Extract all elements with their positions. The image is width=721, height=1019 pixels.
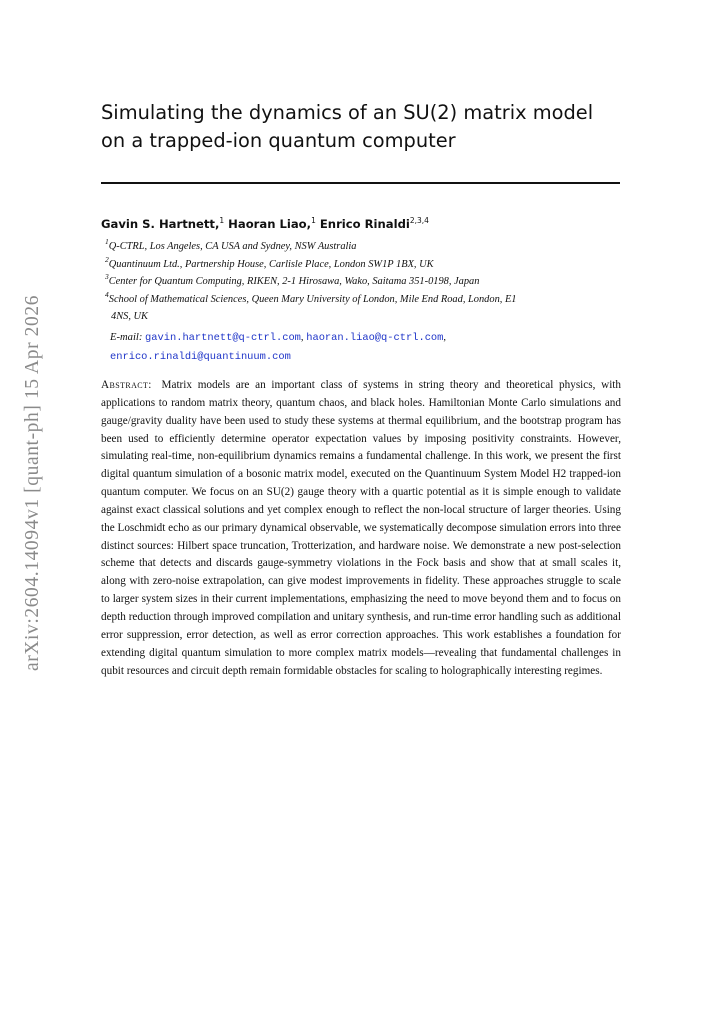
email-block: E-mail: gavin.hartnett@q-ctrl.com, haoran.liao@q-ctrl.com, enrico.rinaldi@quantinuum.com <box>110 332 447 363</box>
author-name: Enrico Rinaldi <box>319 217 410 231</box>
author-list <box>101 216 429 232</box>
affiliation-item: $^2$Quantinuum Ltd., Partnership House, Carlisle Place, London SW1P 1BX, UK <box>105 254 434 270</box>
affiliation-item: $^4$School of Mathematical Sciences, Queen Mary University of London, Mile End Road, London, E1 4NS, UK <box>105 289 517 322</box>
author-name: Haoran Liao, <box>228 217 312 231</box>
arxiv-identifier: arXiv:2604.14094v1 [quant-ph] 15 Apr 2026 <box>22 294 44 671</box>
arxiv-side-stamp <box>14 285 52 680</box>
email-link-hartnett[interactable]: gavin.hartnett@q-ctrl.com <box>145 332 301 344</box>
abstract-label: Abstract: <box>101 379 152 391</box>
paper-title <box>101 99 631 155</box>
author-affiliation-mark: 1 <box>219 216 225 225</box>
title-line-2: on a trapped-ion quantum computer <box>101 129 456 152</box>
affiliation-list <box>105 238 625 326</box>
author-name: Gavin S. Hartnett, <box>101 217 220 231</box>
abstract <box>101 377 621 680</box>
title-line-1: Simulating the dynamics of an SU(2) matrix model <box>101 101 594 124</box>
email-link-rinaldi[interactable]: enrico.rinaldi@quantinuum.com <box>110 350 291 363</box>
email-link-liao[interactable]: haoran.liao@q-ctrl.com <box>306 332 444 344</box>
abstract-text: Matrix models are an important class of systems in string theory and theoretical physics, with applications to random matrix theory, quantum chaos, and black holes. Hamiltonian Monte Carlo simulations and gauge/gravity duality have been used to study these systems at thermal equilibrium, and the bootstrap program has been used to efficiently determine operator expectation values by imposing positivity constraints. However, simulating real-time, non-equilibrium dynamics remains a fundamental challenge. In this work, we present the first digital quantum simulation of a bosonic matrix model, executed on the Quantinuum System Model H2 trapped-ion quantum computer. We focus on an SU(2) gauge theory with a quartic potential as it is simple enough to validate against exact classical solutions and yet complex enough to reflect the non-local structure of larger theories. Using the Loschmidt echo as our primary dynamical observable, we systematically decompose simulation errors into three distinct sources: Hilbert space truncation, Trotterization, and hardware noise. We demonstrate a new post-selection scheme that detects and discards gauge-symmetry violations in the Fock basis and show that at small scales it, along with zero-noise extrapolation, can give modest improvements in fidelity. These approaches struggle to scale to larger system sizes in their current implementations, emphasizing the need to move beyond them and to focus on depth reduction through improved compilation and unitary synthesis, and run-time error handling such as additional error suppression, error detection, as well as error correction approaches. This work establishes a foundation for extending digital quantum simulation to more complex matrix models—revealing that fundamental challenges in qubit resources and circuit depth remain formidable obstacles for scaling to holographically interesting regimes. <box>101 379 622 677</box>
author-affiliation-mark: 2,3,4 <box>409 216 429 225</box>
author-affiliation-mark: 1 <box>311 216 316 225</box>
affiliation-item: $^3$Center for Quantum Computing, RIKEN, 2-1 Hirosawa, Wako, Saitama 351-0198, Japan <box>105 272 480 287</box>
affiliation-item: $^1$Q-CTRL, Los Angeles, CA USA and Sydney, NSW Australia <box>105 237 357 252</box>
email-label: E-mail: <box>110 332 143 343</box>
title-divider <box>101 182 620 184</box>
